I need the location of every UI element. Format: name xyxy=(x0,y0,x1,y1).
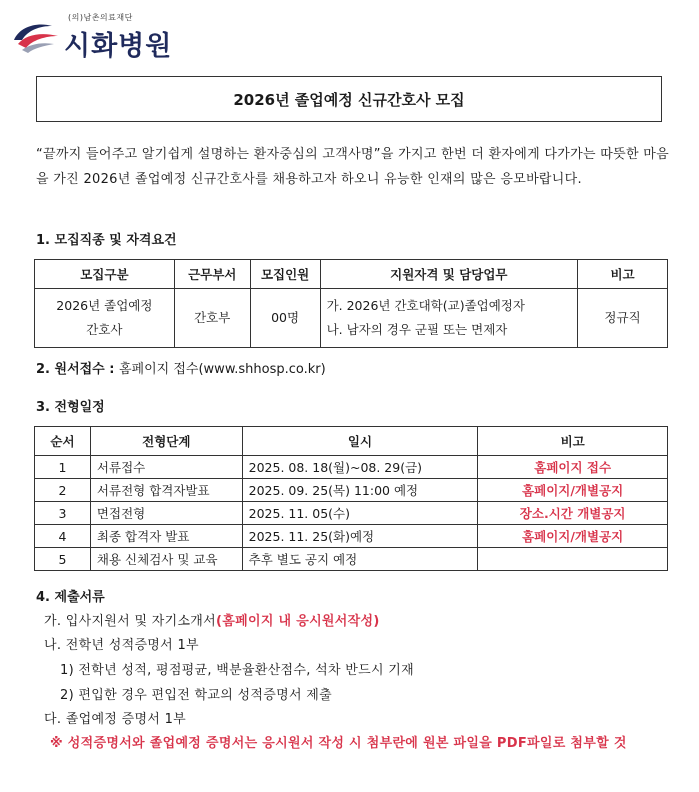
stage-cell: 채용 신체검사 및 교육 xyxy=(90,548,242,571)
schedule-table xyxy=(34,426,668,571)
section3-heading: 3. 전형일정 xyxy=(36,400,105,415)
order-cell: 1 xyxy=(35,456,91,479)
table-row xyxy=(35,289,668,348)
hospital-name: 시화병원 xyxy=(64,31,173,62)
date-cell: 2025. 09. 25(목) 11:00 예정 xyxy=(242,479,478,502)
stage-cell: 면접전형 xyxy=(90,502,242,525)
table-row xyxy=(35,502,668,525)
table-header: 비고 xyxy=(578,260,668,289)
category-line: 간호사 xyxy=(86,322,123,337)
doc-item-a-label: 가. 입사지원서 및 자기소개서 xyxy=(44,614,217,629)
table-header: 근무부서 xyxy=(174,260,250,289)
category-line: 2026년 졸업예정 xyxy=(56,298,153,313)
intro-paragraph: “끝까지 들어주고 알기쉽게 설명하는 환자중심의 고객사명”을 가지고 한번 더 환자에게 다가가는 따뜻한 마음을 가진 2026년 졸업예정 신규간호사를 채용하고자 하오니 유능한 인재의 많은 응모바랍니다. xyxy=(36,147,670,187)
stage-cell: 서류전형 합격자발표 xyxy=(90,479,242,502)
qualification-line: 가. 2026년 간호대학(교)졸업예정자 xyxy=(326,298,525,313)
table-row xyxy=(35,548,668,571)
qualification-line: 나. 남자의 경우 군필 또는 면제자 xyxy=(326,322,508,337)
note-cell: 장소.시간 개별공지 xyxy=(478,502,668,525)
order-cell: 4 xyxy=(35,525,91,548)
section2-value: 홈페이지 접수(www.shhosp.co.kr) xyxy=(119,362,326,377)
table-header: 순서 xyxy=(35,427,91,456)
doc-item-a xyxy=(44,610,380,629)
table-header-row xyxy=(35,427,668,456)
doc-item-b1: 1) 전학년 성적, 평점평균, 백분율환산점수, 석차 반드시 기재 xyxy=(60,663,414,678)
order-cell: 5 xyxy=(35,548,91,571)
recruit-table xyxy=(34,259,668,348)
stage-cell: 서류접수 xyxy=(90,456,242,479)
table-header: 비고 xyxy=(478,427,668,456)
section4-heading: 4. 제출서류 xyxy=(36,590,105,605)
section1-heading: 1. 모집직종 및 자격요건 xyxy=(36,233,177,248)
table-row xyxy=(35,456,668,479)
doc-item-c: 다. 졸업예정 증명서 1부 xyxy=(44,712,187,727)
qualification-cell xyxy=(320,289,578,348)
page-title: 2026년 졸업예정 신규간호사 모집 xyxy=(36,76,662,122)
note-cell: 홈페이지 접수 xyxy=(478,456,668,479)
table-header: 모집인원 xyxy=(250,260,320,289)
table-row xyxy=(35,479,668,502)
department-cell: 간호부 xyxy=(174,289,250,348)
table-header: 모집구분 xyxy=(35,260,175,289)
date-cell: 2025. 08. 18(월)~08. 29(금) xyxy=(242,456,478,479)
table-header-row xyxy=(35,260,668,289)
count-cell: 00명 xyxy=(250,289,320,348)
date-cell: 추후 별도 공지 예정 xyxy=(242,548,478,571)
note-cell: 홈페이지/개별공지 xyxy=(478,479,668,502)
order-cell: 2 xyxy=(35,479,91,502)
doc-item-b: 나. 전학년 성적증명서 1부 xyxy=(44,638,199,653)
note-cell xyxy=(478,548,668,571)
stage-cell: 최종 합격자 발표 xyxy=(90,525,242,548)
table-header: 일시 xyxy=(242,427,478,456)
logo-swoosh-icon xyxy=(12,20,60,54)
section2-label: 2. 원서접수 : xyxy=(36,362,115,377)
date-cell: 2025. 11. 25(화)예정 xyxy=(242,525,478,548)
org-name: (의)남촌의료재단 xyxy=(68,13,133,22)
hospital-logo xyxy=(12,10,202,60)
note-cell: 홈페이지/개별공지 xyxy=(478,525,668,548)
table-row xyxy=(35,525,668,548)
category-cell xyxy=(35,289,175,348)
section2-heading xyxy=(36,358,326,377)
date-cell: 2025. 11. 05(수) xyxy=(242,502,478,525)
attachment-warning: ※ 성적증명서와 졸업예정 증명서는 응시원서 작성 시 첨부란에 원본 파일을 PDF파일로 첨부할 것 xyxy=(50,736,627,751)
note-cell: 정규직 xyxy=(578,289,668,348)
order-cell: 3 xyxy=(35,502,91,525)
doc-item-b2: 2) 편입한 경우 편입전 학교의 성적증명서 제출 xyxy=(60,688,332,703)
doc-item-a-note: (홈페이지 내 응시원서작성) xyxy=(216,614,380,629)
table-header: 전형단계 xyxy=(90,427,242,456)
table-header: 지원자격 및 담당업무 xyxy=(320,260,578,289)
